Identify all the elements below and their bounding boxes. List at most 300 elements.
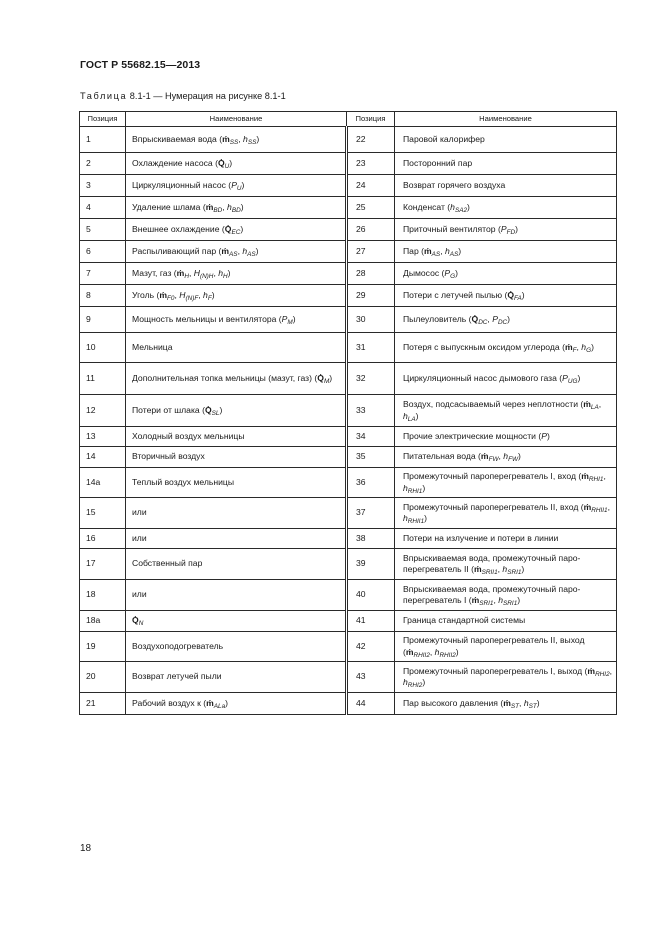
name-right bbox=[395, 395, 617, 427]
text-segment: P bbox=[281, 313, 288, 324]
text-segment: P bbox=[562, 372, 568, 383]
position-right: 43 bbox=[347, 662, 395, 693]
position-left: 10 bbox=[80, 333, 126, 363]
subscript: M bbox=[323, 377, 330, 385]
cell-text bbox=[132, 451, 205, 461]
symbol: ṁ bbox=[176, 267, 185, 278]
name-right bbox=[395, 662, 617, 693]
cell-text bbox=[403, 666, 612, 688]
table-caption bbox=[80, 91, 286, 101]
subscript: (N)H bbox=[199, 272, 214, 280]
page-number: 18 bbox=[80, 843, 92, 854]
name-right bbox=[395, 285, 617, 307]
table-row bbox=[80, 632, 617, 662]
symbol: ṁ bbox=[581, 471, 589, 481]
name-right bbox=[395, 693, 617, 715]
text-segment: ) bbox=[219, 404, 223, 415]
text-segment: Пар высокого давления ( bbox=[403, 697, 504, 708]
text-segment: ) bbox=[424, 513, 427, 523]
subscript: FW bbox=[488, 456, 499, 464]
position-right: 38 bbox=[347, 529, 395, 549]
text-segment: Промежуточный пароперегреватель II, вход ( bbox=[403, 501, 584, 512]
cell-text bbox=[403, 342, 594, 352]
text-segment: P bbox=[492, 313, 498, 324]
position-left: 3 bbox=[80, 175, 126, 197]
cell-text bbox=[132, 268, 231, 278]
cell-text bbox=[403, 314, 510, 324]
position-right: 31 bbox=[347, 333, 395, 363]
subscript: H bbox=[184, 272, 189, 280]
text-segment: , bbox=[576, 341, 582, 352]
cell-text bbox=[403, 134, 485, 144]
subscript: SA2 bbox=[454, 206, 468, 214]
table-row bbox=[80, 395, 617, 427]
cell-text bbox=[132, 671, 222, 681]
position-right: 25 bbox=[347, 197, 395, 219]
cell-text bbox=[132, 589, 147, 599]
cell-text bbox=[132, 224, 243, 234]
text-segment: ) bbox=[546, 430, 550, 441]
text-segment: h bbox=[581, 341, 587, 352]
name-right bbox=[395, 127, 617, 153]
cell-text bbox=[403, 373, 580, 383]
name-right bbox=[395, 363, 617, 395]
subscript: FA bbox=[514, 294, 522, 302]
subscript: SS bbox=[247, 138, 257, 146]
header-name-right: Наименование bbox=[395, 112, 617, 127]
cell-text bbox=[403, 533, 558, 543]
text-segment: h bbox=[227, 201, 232, 212]
text-segment: ) bbox=[415, 410, 419, 421]
text-segment: или bbox=[132, 532, 147, 543]
cell-text bbox=[132, 134, 259, 144]
subscript: DC bbox=[497, 318, 508, 326]
text-segment: h bbox=[434, 646, 440, 657]
text-segment: Распыливающий пар ( bbox=[132, 245, 222, 256]
cell-text bbox=[132, 405, 222, 415]
text-segment: Удаление шлама ( bbox=[132, 201, 206, 212]
table-row bbox=[80, 549, 617, 580]
subscript: SS bbox=[229, 138, 239, 146]
text-segment: h bbox=[403, 513, 408, 523]
text-segment: ) bbox=[458, 245, 462, 256]
subscript: RHI1 bbox=[407, 487, 423, 495]
text-segment: Воздух, подсасываемый через неплотности ( bbox=[403, 399, 584, 409]
subscript: BD bbox=[231, 206, 241, 214]
text-segment: Граница стандартной системы bbox=[403, 615, 526, 626]
text-segment: , bbox=[493, 595, 499, 605]
name-right bbox=[395, 333, 617, 363]
name-left bbox=[126, 285, 347, 307]
text-segment: Воздухоподогреватель bbox=[132, 640, 224, 651]
text-segment: Рабочий воздух к ( bbox=[132, 697, 207, 708]
cell-text bbox=[403, 553, 580, 575]
text-segment: Приточный вентилятор ( bbox=[403, 223, 501, 234]
position-right: 24 bbox=[347, 175, 395, 197]
cell-text bbox=[132, 641, 223, 651]
text-segment: P bbox=[231, 179, 237, 190]
name-right bbox=[395, 153, 617, 175]
text-segment: H bbox=[179, 289, 186, 300]
cell-text bbox=[132, 533, 147, 543]
subscript: FD bbox=[506, 228, 516, 236]
text-segment: Промежуточный пароперегреватель I, вход ( bbox=[403, 471, 582, 481]
text-segment: , bbox=[188, 267, 194, 278]
position-left: 7 bbox=[80, 263, 126, 285]
name-left bbox=[126, 529, 347, 549]
cell-text bbox=[403, 224, 518, 234]
text-segment: ) bbox=[255, 245, 259, 256]
table-row bbox=[80, 263, 617, 285]
name-right bbox=[395, 580, 617, 611]
position-right: 33 bbox=[347, 395, 395, 427]
name-right bbox=[395, 529, 617, 549]
table-row bbox=[80, 307, 617, 333]
cell-text bbox=[132, 314, 296, 324]
cell-text bbox=[132, 373, 332, 383]
text-segment: ) bbox=[521, 564, 525, 574]
position-right: 30 bbox=[347, 307, 395, 333]
text-segment: ) bbox=[227, 267, 231, 278]
symbol: Q̇ bbox=[471, 313, 479, 324]
name-left bbox=[126, 263, 347, 285]
position-left: 20 bbox=[80, 662, 126, 693]
text-segment: ) bbox=[577, 372, 581, 383]
cell-text bbox=[132, 558, 202, 568]
text-segment: ) bbox=[292, 313, 296, 324]
text-segment: ) bbox=[422, 482, 426, 493]
text-segment: ) bbox=[422, 677, 426, 687]
text-segment: ) bbox=[467, 201, 470, 212]
symbol: ṁ bbox=[587, 665, 596, 676]
name-right bbox=[395, 549, 617, 580]
subscript: F bbox=[207, 294, 212, 302]
text-segment: Потери с летучей пылью ( bbox=[403, 289, 508, 300]
text-segment: Потери от шлака ( bbox=[132, 404, 205, 415]
cell-text bbox=[403, 615, 525, 625]
subscript: SRI1 bbox=[507, 569, 522, 576]
text-segment: Конденсат ( bbox=[403, 201, 451, 212]
cell-text bbox=[403, 471, 606, 493]
subscript: FW bbox=[508, 456, 518, 464]
position-right: 44 bbox=[347, 693, 395, 715]
symbol: ṁ bbox=[503, 697, 511, 708]
text-segment: Прочие электрические мощности ( bbox=[403, 430, 542, 441]
text-segment: , bbox=[498, 451, 504, 462]
subscript: G bbox=[450, 272, 456, 280]
subscript: AS bbox=[247, 250, 256, 258]
subscript: N bbox=[138, 620, 144, 628]
position-left: 14 bbox=[80, 447, 126, 468]
symbol: ṁ bbox=[480, 451, 489, 462]
name-left bbox=[126, 549, 347, 580]
subscript: SRII1 bbox=[481, 569, 498, 576]
name-right bbox=[395, 219, 617, 241]
text-segment: Дополнительная топка мельницы (мазут, газ) ( bbox=[132, 372, 318, 383]
symbol: ṁ bbox=[583, 399, 591, 409]
symbol: ṁ bbox=[471, 595, 480, 605]
text-segment: Посторонний пар bbox=[403, 157, 473, 168]
text-segment: ) bbox=[455, 267, 458, 278]
subscript: LA bbox=[407, 415, 416, 423]
text-segment: Внешнее охлаждение ( bbox=[132, 223, 225, 234]
text-segment: P bbox=[444, 267, 451, 278]
symbol: ṁ bbox=[206, 697, 214, 708]
symbol: ṁ bbox=[221, 245, 230, 256]
text-segment: ) bbox=[229, 157, 233, 168]
text-segment: , bbox=[198, 289, 204, 300]
subscript: SRI1 bbox=[503, 600, 518, 607]
name-left bbox=[126, 219, 347, 241]
cell-text bbox=[132, 615, 144, 628]
text-segment: ) bbox=[241, 179, 245, 190]
symbol: ṁ bbox=[222, 133, 230, 144]
text-segment: Паровой калорифер bbox=[403, 133, 485, 144]
position-left: 16 bbox=[80, 529, 126, 549]
table-row bbox=[80, 693, 617, 715]
position-right: 41 bbox=[347, 611, 395, 632]
text-segment: ) bbox=[240, 223, 244, 234]
text-segment: , bbox=[487, 313, 493, 324]
subscript: RHII2 bbox=[439, 651, 456, 659]
document-header: ГОСТ Р 55682.15—2013 bbox=[80, 59, 201, 71]
subscript: ST bbox=[510, 702, 520, 710]
position-left: 5 bbox=[80, 219, 126, 241]
text-segment: Впрыскиваемая вода, промежуточный паро-перегреватель I ( bbox=[403, 583, 581, 605]
name-left bbox=[126, 498, 347, 529]
text-segment: h bbox=[444, 245, 450, 256]
text-segment: h bbox=[503, 451, 509, 462]
position-left: 11 bbox=[80, 363, 126, 395]
position-left: 12 bbox=[80, 395, 126, 427]
text-segment: h bbox=[498, 595, 504, 605]
subscript: SL bbox=[211, 409, 220, 417]
text-segment: h bbox=[523, 697, 529, 708]
name-left bbox=[126, 363, 347, 395]
symbol: Q̇ bbox=[507, 289, 515, 300]
position-right: 22 bbox=[347, 127, 395, 153]
name-right bbox=[395, 263, 617, 285]
text-segment: Впрыскиваемая вода ( bbox=[132, 133, 223, 144]
text-segment: Впрыскиваемая вода, промежуточный паро-перегреватель II ( bbox=[403, 552, 581, 574]
name-right bbox=[395, 632, 617, 662]
table-row bbox=[80, 219, 617, 241]
subscript: RHII2 bbox=[413, 651, 430, 659]
cell-text bbox=[132, 158, 232, 168]
text-segment: , bbox=[607, 501, 610, 512]
text-segment: Промежуточный пароперегреватель I, выход ( bbox=[403, 665, 588, 676]
position-left: 6 bbox=[80, 241, 126, 263]
cell-text bbox=[403, 246, 461, 256]
symbol: Q̇ bbox=[217, 157, 225, 168]
text-segment: ) bbox=[256, 133, 260, 144]
subscript: DC bbox=[478, 318, 488, 326]
text-segment: , bbox=[497, 564, 503, 574]
header-position-right: Позиция bbox=[347, 112, 395, 127]
cell-text bbox=[403, 698, 540, 708]
subscript: M bbox=[287, 318, 293, 326]
text-segment: Циркуляционный насос дымового газа ( bbox=[403, 372, 563, 383]
text-segment: Охлаждение насоса ( bbox=[132, 157, 218, 168]
subscript: F0 bbox=[167, 294, 175, 302]
name-right bbox=[395, 427, 617, 447]
numbering-table bbox=[79, 111, 617, 715]
subscript: UG bbox=[567, 377, 578, 385]
name-left bbox=[126, 127, 347, 153]
text-segment: h bbox=[242, 245, 248, 256]
table-row bbox=[80, 127, 617, 153]
name-left bbox=[126, 580, 347, 611]
text-segment: ) bbox=[240, 201, 244, 212]
text-segment: h bbox=[502, 564, 508, 574]
cell-text bbox=[132, 202, 244, 212]
text-segment: , bbox=[213, 267, 219, 278]
text-segment: , bbox=[598, 399, 602, 409]
text-segment: Потеря с выпускным оксидом углерода ( bbox=[403, 341, 565, 352]
position-left: 1 bbox=[80, 127, 126, 153]
name-left bbox=[126, 468, 347, 498]
text-segment: ) bbox=[225, 697, 229, 708]
position-right: 39 bbox=[347, 549, 395, 580]
text-segment: ) bbox=[329, 372, 333, 383]
text-segment: h bbox=[403, 677, 408, 687]
cell-text bbox=[132, 246, 259, 256]
text-segment: P bbox=[500, 223, 507, 234]
position-left: 19 bbox=[80, 632, 126, 662]
position-right: 35 bbox=[347, 447, 395, 468]
text-segment: ) bbox=[518, 451, 521, 462]
table-row bbox=[80, 447, 617, 468]
text-segment: Возврат летучей пыли bbox=[132, 671, 222, 682]
table-body bbox=[80, 127, 617, 715]
subscript: U bbox=[224, 162, 230, 170]
subscript: F bbox=[572, 346, 577, 354]
position-right: 36 bbox=[347, 468, 395, 498]
text-segment: Циркуляционный насос ( bbox=[132, 179, 232, 190]
subscript: BD bbox=[213, 206, 223, 214]
header-name-left: Наименование bbox=[126, 112, 347, 127]
text-segment: , bbox=[609, 665, 613, 676]
cell-text bbox=[403, 635, 585, 657]
text-segment: ) bbox=[591, 341, 594, 352]
position-left: 4 bbox=[80, 197, 126, 219]
name-left bbox=[126, 662, 347, 693]
table-row bbox=[80, 580, 617, 611]
text-segment: Возврат горячего воздуха bbox=[403, 179, 506, 190]
text-segment: h bbox=[243, 133, 248, 144]
table-row bbox=[80, 333, 617, 363]
cell-text bbox=[403, 290, 525, 300]
table-caption-label: Таблица bbox=[80, 91, 128, 101]
table-row bbox=[80, 611, 617, 632]
position-left: 21 bbox=[80, 693, 126, 715]
name-left bbox=[126, 611, 347, 632]
name-left bbox=[126, 197, 347, 219]
cell-text bbox=[403, 268, 458, 278]
text-segment: Пылеуловитель ( bbox=[403, 313, 472, 324]
text-segment: Промежуточный пароперегреватель II, выход ( bbox=[403, 635, 585, 657]
position-right: 29 bbox=[347, 285, 395, 307]
name-right bbox=[395, 175, 617, 197]
symbol: ṁ bbox=[583, 501, 592, 512]
name-left bbox=[126, 241, 347, 263]
symbol: ṁ bbox=[205, 201, 214, 212]
position-right: 32 bbox=[347, 363, 395, 395]
position-right: 37 bbox=[347, 498, 395, 529]
table-row bbox=[80, 662, 617, 693]
table-row bbox=[80, 498, 617, 529]
text-segment: h bbox=[203, 289, 208, 300]
position-right: 26 bbox=[347, 219, 395, 241]
text-segment: , bbox=[440, 245, 445, 256]
subscript: RHI2 bbox=[595, 670, 610, 678]
subscript: RHI1 bbox=[588, 476, 604, 483]
text-segment: ) bbox=[507, 313, 511, 324]
position-left: 18 bbox=[80, 580, 126, 611]
text-segment: Пар ( bbox=[403, 245, 424, 256]
text-segment: , bbox=[174, 289, 180, 300]
cell-text bbox=[132, 290, 215, 300]
table-row bbox=[80, 285, 617, 307]
position-left: 8 bbox=[80, 285, 126, 307]
text-segment: Уголь ( bbox=[132, 289, 160, 300]
cell-text bbox=[132, 431, 245, 441]
text-segment: Мельница bbox=[132, 341, 173, 352]
position-right: 28 bbox=[347, 263, 395, 285]
text-segment: Холодный воздух мельницы bbox=[132, 430, 245, 441]
subscript: RHII1 bbox=[407, 518, 425, 525]
name-left bbox=[126, 395, 347, 427]
position-left: 17 bbox=[80, 549, 126, 580]
position-right: 27 bbox=[347, 241, 395, 263]
name-left bbox=[126, 427, 347, 447]
name-right bbox=[395, 468, 617, 498]
subscript: U bbox=[236, 184, 242, 192]
text-segment: Питательная вода ( bbox=[403, 451, 481, 462]
cell-text bbox=[403, 202, 470, 212]
symbol: Q̇ bbox=[317, 372, 324, 383]
text-segment: h bbox=[403, 482, 408, 493]
position-right: 42 bbox=[347, 632, 395, 662]
text-segment: H bbox=[193, 267, 200, 278]
table-row bbox=[80, 197, 617, 219]
position-left: 14а bbox=[80, 468, 126, 498]
text-segment: или bbox=[132, 507, 147, 518]
position-left: 9 bbox=[80, 307, 126, 333]
name-right bbox=[395, 241, 617, 263]
subscript: EC bbox=[231, 228, 241, 236]
subscript: G bbox=[586, 346, 592, 354]
name-left bbox=[126, 693, 347, 715]
text-segment: ) bbox=[517, 595, 521, 605]
position-right: 40 bbox=[347, 580, 395, 611]
position-right: 23 bbox=[347, 153, 395, 175]
table-row bbox=[80, 468, 617, 498]
text-segment: Собственный пар bbox=[132, 558, 203, 569]
name-left bbox=[126, 175, 347, 197]
text-segment: h bbox=[218, 267, 223, 278]
symbol: ṁ bbox=[564, 341, 573, 352]
symbol: ṁ bbox=[473, 564, 482, 574]
cell-text bbox=[132, 698, 228, 708]
symbol: Q̇ bbox=[132, 615, 139, 626]
subscript: AS bbox=[449, 250, 459, 258]
text-segment: ) bbox=[536, 697, 540, 708]
text-segment: Дымосос ( bbox=[403, 267, 445, 278]
cell-text bbox=[403, 451, 521, 464]
text-segment: , bbox=[238, 133, 244, 144]
position-left: 13 bbox=[80, 427, 126, 447]
